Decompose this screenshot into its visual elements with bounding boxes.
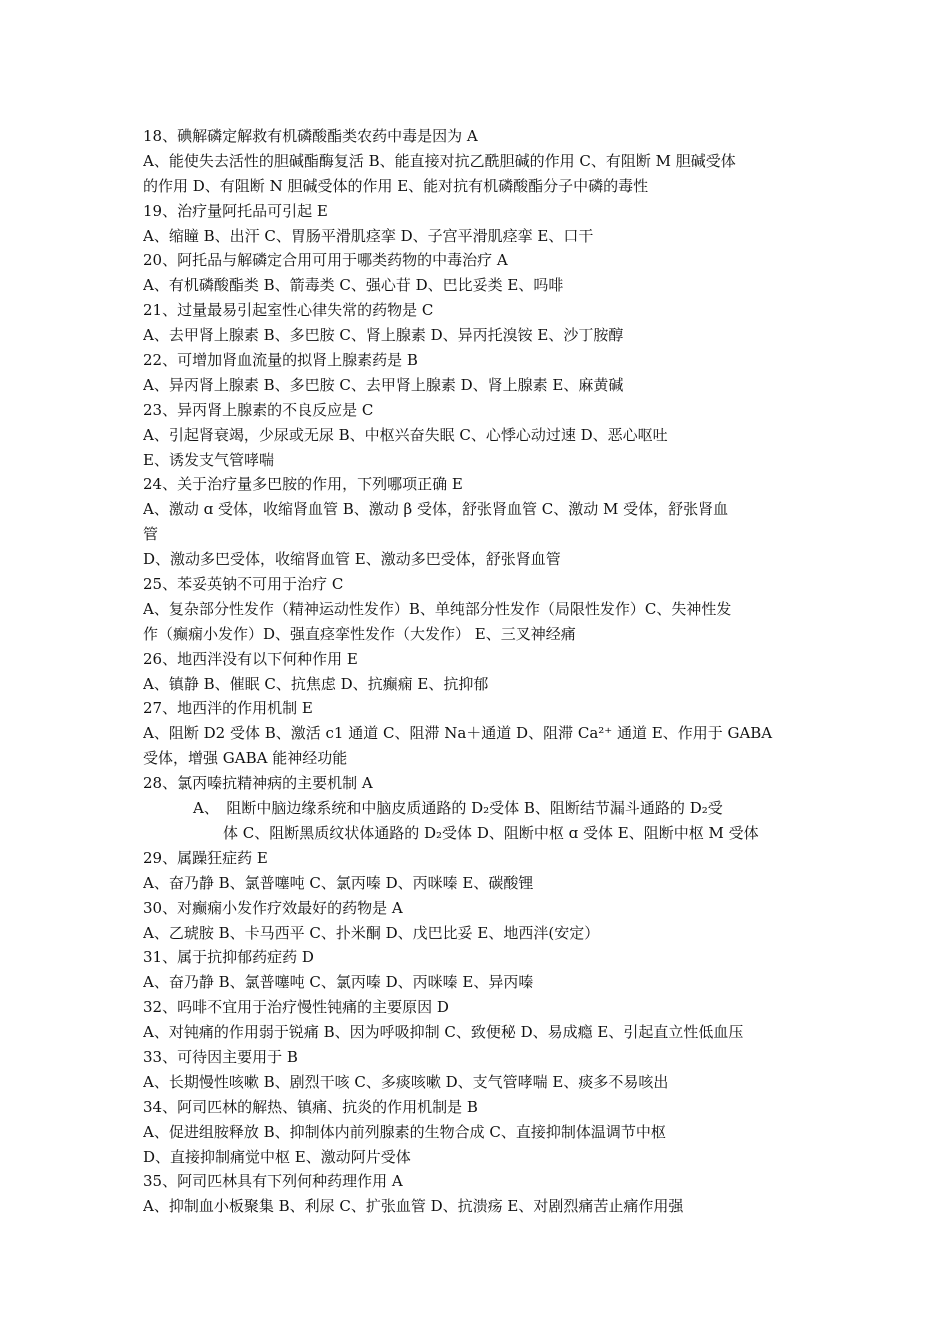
text-line: D、直接抑制痛觉中枢 E、激动阿片受体 [143,1147,411,1166]
text-line: A、对钝痛的作用弱于锐痛 B、因为呼吸抑制 C、致便秘 D、易成瘾 E、引起直立性低血压 [143,1023,744,1042]
text-line: 32、吗啡不宜用于治疗慢性钝痛的主要原因 D [143,998,449,1017]
text-line: A、促进组胺释放 B、抑制体内前列腺素的生物合成 C、直接抑制体温调节中枢 [143,1122,666,1141]
text-line: A、抑制血小板聚集 B、利尿 C、扩张血管 D、抗溃疡 E、对剧烈痛苦止痛作用强 [143,1197,684,1216]
text-line: A、缩瞳 B、出汗 C、胃肠平滑肌痉挛 D、子宫平滑肌痉挛 E、口干 [143,226,594,245]
text-line: A、异丙肾上腺素 B、多巴胺 C、去甲肾上腺素 D、肾上腺素 E、麻黄碱 [143,375,624,394]
text-line: 作（癫痫小发作）D、强直痉挛性发作（大发作） E、三叉神经痛 [143,624,576,643]
text-line: A、有机磷酸酯类 B、箭毒类 C、强心苷 D、巴比妥类 E、吗啡 [143,276,564,295]
text-line: 的作用 D、有阻断 N 胆碱受体的作用 E、能对抗有机磷酸酯分子中磷的毒性 [143,176,649,195]
text-line: 24、关于治疗量多巴胺的作用，下列哪项正确 E [143,475,463,494]
text-line: 21、过量最易引起室性心律失常的药物是 C [143,301,434,320]
text-line: A、奋乃静 B、氯普噻吨 C、氯丙嗪 D、丙咪嗪 E、碳酸锂 [143,873,534,892]
text-line: 26、地西泮没有以下何种作用 E [143,649,358,668]
text-line: 22、可增加肾血流量的拟肾上腺素药是 B [143,351,418,370]
text-line: 27、地西泮的作用机制 E [143,699,313,718]
text-line: A、复杂部分性发作（精神运动性发作）B、单纯部分性发作（局限性发作）C、失神性发 [143,599,732,618]
text-line: A、长期慢性咳嗽 B、剧烈干咳 C、多痰咳嗽 D、支气管哮喘 E、痰多不易咳出 [143,1072,669,1091]
text-line: 29、属躁狂症药 E [143,848,268,867]
text-line: 35、阿司匹林具有下列何种药理作用 A [143,1172,403,1191]
text-line: A、奋乃静 B、氯普噻吨 C、氯丙嗪 D、丙咪嗪 E、异丙嗪 [143,973,534,992]
text-line: 20、阿托品与解磷定合用可用于哪类药物的中毒治疗 A [143,251,508,270]
text-line: A、镇静 B、催眠 C、抗焦虑 D、抗癫痫 E、抗抑郁 [143,674,489,693]
text-line: A、去甲肾上腺素 B、多巴胺 C、肾上腺素 D、异丙托溴铵 E、沙丁胺醇 [143,326,624,345]
text-line: 31、属于抗抑郁药症药 D [143,948,314,967]
text-line: 30、对癫痫小发作疗效最好的药物是 A [143,898,403,917]
text-line: A、能使失去活性的胆碱酯酶复活 B、能直接对抗乙酰胆碱的作用 C、有阻断 M 胆碱受体 [143,151,736,170]
question-list [143,124,813,1219]
text-line: 18、碘解磷定解救有机磷酸酯类农药中毒是因为 A [143,127,478,145]
text-line: D、激动多巴受体，收缩肾血管 E、激动多巴受体，舒张肾血管 [143,550,561,569]
text-line: 25、苯妥英钠不可用于治疗 C [143,575,344,594]
text-line: 19、治疗量阿托品可引起 E [143,201,328,220]
text-line: A、阻断 D2 受体 B、激活 c1 通道 C、阻滞 Na＋通道 D、阻滞 Ca²⁺ 通道 E、作用于 GABA [143,724,773,743]
text-line: 28、氯丙嗪抗精神病的主要机制 A [143,774,373,793]
text-line: A、激动 ɑ 受体，收缩肾血管 B、激动 β 受体，舒张肾血管 C、激动 M 受体，舒张肾血 [143,500,729,519]
text-line: 34、阿司匹林的解热、镇痛、抗炎的作用机制是 B [143,1097,478,1116]
text-line: 体 C、阻断黑质纹状体通路的 D₂受体 D、阻断中枢 ɑ 受体 E、阻断中枢 M 受体 [223,823,759,842]
text-line: 受体，增强 GABA 能神经功能 [143,749,348,768]
text-line: 23、异丙肾上腺素的不良反应是 C [143,400,374,419]
text-line: A、乙琥胺 B、卡马西平 C、扑米酮 D、戊巴比妥 E、地西泮(安定） [143,923,600,942]
text-line: 管 [143,525,159,544]
text-line: E、诱发支气管哮喘 [143,450,274,469]
text-line: A、引起肾衰竭，少尿或无尿 B、中枢兴奋失眠 C、心悸心动过速 D、恶心呕吐 [143,425,668,444]
text-line: A、 阻断中脑边缘系统和中脑皮质通路的 D₂受体 B、阻断结节漏斗通路的 D₂受 [193,799,723,818]
text-line: 33、可待因主要用于 B [143,1047,298,1066]
